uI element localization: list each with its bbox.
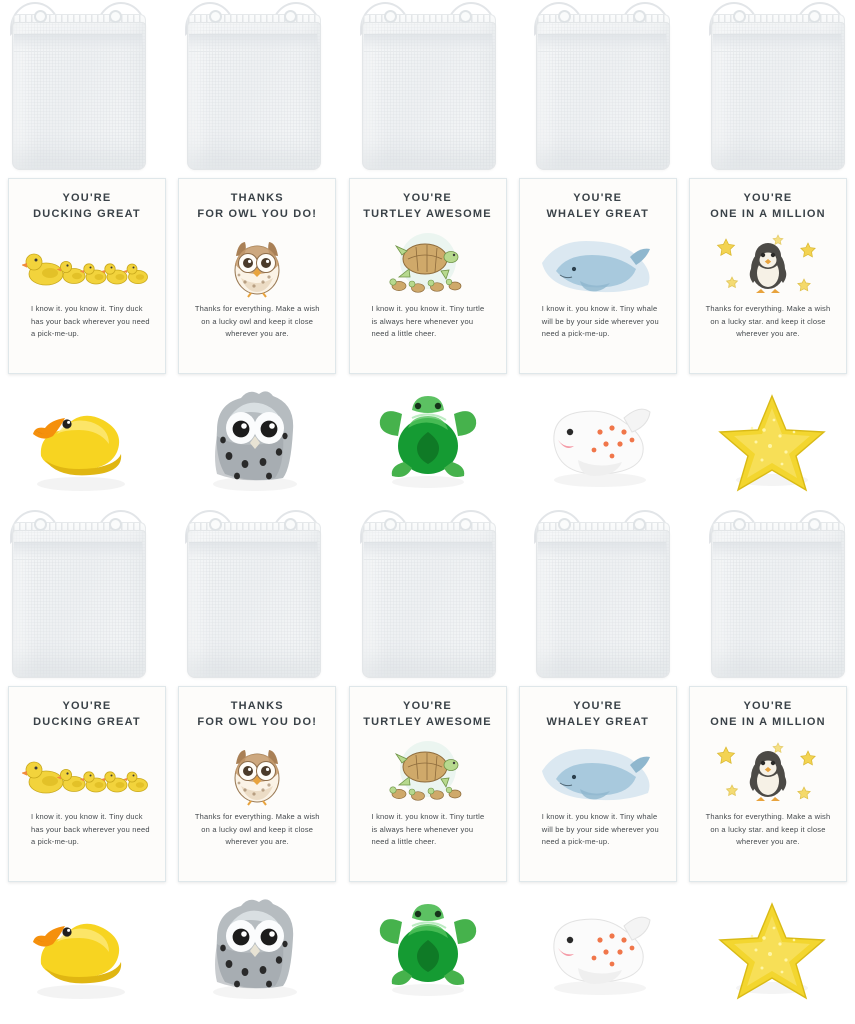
card-title-line2: TURTLEY AWESOME — [363, 207, 492, 220]
card-turtle — [349, 178, 507, 374]
card-message: Thanks for everything. Make a wish on a lucky star. and keep it close wherever you are. — [705, 303, 831, 339]
card-message: I know it. you know it. Tiny whale will be by your side wherever you need a pick-me-up. — [541, 303, 659, 339]
card-title — [197, 699, 317, 731]
bag-cinch — [364, 542, 492, 560]
bag-knot — [109, 518, 122, 531]
card-title — [33, 191, 141, 223]
card-title-line2: DUCKING GREAT — [33, 207, 141, 220]
card-title — [363, 191, 492, 223]
card-title-line1: YOU'RE — [743, 192, 793, 204]
bag-knot — [459, 518, 472, 531]
penguin-with-stars-illustration — [698, 229, 838, 299]
card-duck — [8, 686, 166, 882]
bag-cinch — [364, 34, 492, 52]
card-whale — [519, 686, 677, 882]
card-owl — [178, 686, 336, 882]
card-title-line1: YOU'RE — [403, 192, 452, 204]
card-title — [197, 191, 317, 223]
figurine-row-1 — [0, 380, 855, 508]
card-title — [546, 699, 649, 731]
bag-knot — [34, 10, 47, 23]
bag-cinch — [713, 542, 841, 560]
whale-illustration — [528, 229, 668, 299]
card-title-line1: YOU'RE — [403, 700, 452, 712]
star-figurine — [697, 888, 847, 1006]
sea-turtle-illustration — [358, 737, 498, 807]
card-title — [710, 699, 826, 731]
organza-bag — [8, 0, 148, 170]
bag-knot — [808, 518, 821, 531]
organza-bag — [183, 508, 323, 678]
bag-knot — [733, 10, 746, 23]
card-title — [710, 191, 826, 223]
organza-bag — [358, 508, 498, 678]
bag-knot — [733, 518, 746, 531]
bag-knot — [808, 10, 821, 23]
bag-cinch — [713, 34, 841, 52]
card-title-line2: WHALEY GREAT — [546, 715, 650, 728]
duck-family-illustration — [17, 737, 157, 807]
bag-cinch — [189, 542, 317, 560]
card-turtle — [349, 686, 507, 882]
bag-cinch — [189, 34, 317, 52]
owl-figurine — [180, 380, 330, 498]
card-title-line1: THANKS — [230, 700, 284, 712]
turtle-figurine — [353, 380, 503, 498]
card-star — [689, 686, 847, 882]
card-message: Thanks for everything. Make a wish on a lucky owl and keep it close wherever you are. — [194, 811, 320, 847]
bag-knot — [209, 10, 222, 23]
card-whale — [519, 178, 677, 374]
turtle-figurine — [353, 888, 503, 1006]
card-title-line1: THANKS — [230, 192, 284, 204]
bag-knot — [459, 10, 472, 23]
whale-figurine — [525, 380, 675, 498]
message-card-row-2 — [0, 686, 855, 888]
card-title-line2: TURTLEY AWESOME — [363, 715, 492, 728]
card-title-line1: YOU'RE — [573, 192, 623, 204]
owl-illustration — [187, 229, 327, 299]
card-title-line2: FOR OWL YOU DO! — [197, 207, 318, 220]
card-message: I know it. you know it. Tiny whale will be by your side wherever you need a pick-me-up. — [541, 811, 659, 847]
whale-illustration — [528, 737, 668, 807]
card-duck — [8, 178, 166, 374]
bag-knot — [109, 10, 122, 23]
card-title-line2: WHALEY GREAT — [546, 207, 650, 220]
organza-bag — [8, 508, 148, 678]
bag-cinch — [538, 34, 666, 52]
card-title — [33, 699, 141, 731]
card-title-line2: ONE IN A MILLION — [710, 715, 826, 728]
organza-bag — [707, 508, 847, 678]
figurine-row-2 — [0, 888, 855, 1016]
card-message: I know it. you know it. Tiny turtle is always here whenever you need a little cheer. — [371, 303, 485, 339]
card-title-line2: ONE IN A MILLION — [710, 207, 826, 220]
bag-knot — [384, 518, 397, 531]
organza-bag — [183, 0, 323, 170]
card-message: Thanks for everything. Make a wish on a lucky star. and keep it close wherever you are. — [705, 811, 831, 847]
card-owl — [178, 178, 336, 374]
organza-bag — [532, 508, 672, 678]
card-title-line2: DUCKING GREAT — [33, 715, 141, 728]
card-title-line1: YOU'RE — [62, 700, 112, 712]
card-message: I know it. you know it. Tiny turtle is always here whenever you need a little cheer. — [371, 811, 485, 847]
organza-bag — [358, 0, 498, 170]
star-figurine — [697, 380, 847, 498]
bag-knot — [209, 518, 222, 531]
bag-knot — [284, 518, 297, 531]
card-title-line1: YOU'RE — [573, 700, 623, 712]
organza-bag — [532, 0, 672, 170]
organza-bag-row-2 — [0, 508, 855, 686]
duck-figurine — [8, 380, 158, 498]
penguin-with-stars-illustration — [698, 737, 838, 807]
card-message: I know it. you know it. Tiny duck has your back wherever you need a pick-me-up. — [31, 303, 150, 339]
bag-cinch — [14, 34, 142, 52]
sea-turtle-illustration — [358, 229, 498, 299]
card-message: I know it. you know it. Tiny duck has your back wherever you need a pick-me-up. — [31, 811, 150, 847]
card-message: Thanks for everything. Make a wish on a lucky owl and keep it close wherever you are. — [194, 303, 320, 339]
whale-figurine — [525, 888, 675, 1006]
card-title — [363, 699, 492, 731]
card-title — [546, 191, 649, 223]
card-title-line1: YOU'RE — [743, 700, 793, 712]
organza-bag — [707, 0, 847, 170]
bag-knot — [34, 518, 47, 531]
bag-cinch — [538, 542, 666, 560]
owl-figurine — [180, 888, 330, 1006]
duck-family-illustration — [17, 229, 157, 299]
bag-knot — [284, 10, 297, 23]
owl-illustration — [187, 737, 327, 807]
card-star — [689, 178, 847, 374]
card-title-line2: FOR OWL YOU DO! — [197, 715, 318, 728]
bag-cinch — [14, 542, 142, 560]
card-title-line1: YOU'RE — [62, 192, 112, 204]
bag-knot — [384, 10, 397, 23]
organza-bag-row-1 — [0, 0, 855, 178]
message-card-row-1 — [0, 178, 855, 380]
duck-figurine — [8, 888, 158, 1006]
